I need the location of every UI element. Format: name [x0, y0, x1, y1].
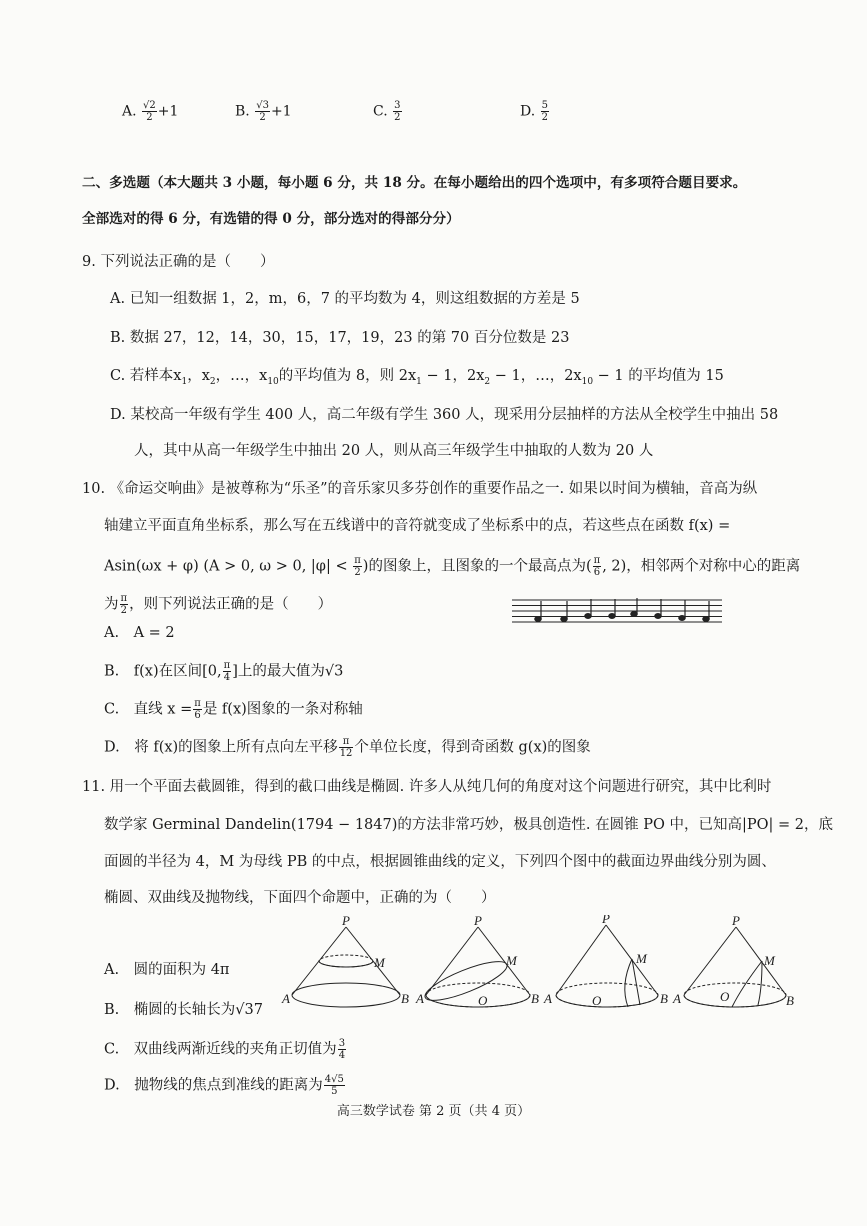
fraction — [324, 1074, 345, 1097]
fraction — [338, 1038, 346, 1061]
label-o: O — [720, 989, 730, 1004]
label-p: P — [602, 915, 610, 926]
text: 是 f(x)图象的一条对称轴 — [202, 701, 363, 718]
fraction — [393, 100, 401, 123]
text: C. 直线 x = — [104, 701, 193, 718]
label-b: B — [531, 991, 539, 1006]
text: − 1 的平均值为 15 — [593, 368, 724, 384]
option-letter: B. — [235, 103, 250, 120]
fraction-numerator: π — [354, 555, 361, 566]
fraction — [593, 555, 602, 578]
fraction-denominator: 2 — [146, 112, 153, 123]
text: Asin(ωx + φ) — [104, 558, 199, 575]
q11-stem-2: 数学家 Germinal Dandelin(1794 − 1847)的方法非常巧妙，极具创造性. 在圆锥 PO 中，已知高|PO| = 2，底 — [104, 817, 833, 833]
label-o: O — [478, 993, 488, 1008]
q11-option-c — [104, 1038, 347, 1061]
subscript: 2 — [209, 376, 216, 387]
label-b: B — [401, 991, 409, 1006]
label-p: P — [342, 915, 350, 928]
fraction-denominator: 2 — [120, 605, 127, 616]
q10-option-c — [104, 698, 363, 721]
text: ]上的最大值为√3 — [232, 663, 344, 680]
text: (A > 0, ω > 0, |φ| < — [203, 558, 348, 575]
q11-stem-3: 面圆的半径为 4，M 为母线 PB 的中点，根据圆锥曲线的定义，下列四个图中的截面边界曲线分别为圆、 — [104, 854, 776, 870]
text: 的平均值为 8，则 2x — [278, 368, 417, 384]
fraction-denominator: 4 — [223, 672, 231, 683]
label-p: P — [732, 915, 740, 928]
q9-option-d: D. 某校高一年级有学生 400 人，高二年级有学生 360 人，现采用分层抽样的方法从全校学生中抽出 58 — [110, 407, 779, 423]
q10-option-b — [104, 660, 343, 683]
label-a: A — [673, 991, 681, 1006]
q9-option-b: B. 数据 27，12，14，30，15，17，19，23 的第 70 百分位数是 23 — [110, 330, 570, 346]
q11-stem-1: 11. 用一个平面去截圆锥，得到的截口曲线是椭圆. 许多人从纯几何的角度对这个问题进行研究，其中比利时 — [82, 779, 772, 795]
fraction — [541, 100, 549, 123]
q11-option-d — [104, 1074, 346, 1097]
label-m: M — [374, 955, 385, 970]
option-letter: D. — [520, 103, 536, 120]
option-tail: +1 — [270, 103, 292, 120]
text: − 1，2x — [421, 368, 485, 384]
label-m: M — [636, 951, 647, 966]
fraction-denominator: 4 — [338, 1050, 346, 1061]
fraction-denominator: 6 — [194, 710, 201, 721]
q9-option-a: A. 已知一组数据 1，2，m，6，7 的平均数为 4，则这组数据的方差是 5 — [110, 291, 580, 307]
fraction-denominator: 2 — [541, 112, 549, 123]
option-letter: C. — [373, 103, 388, 120]
text: B. f(x)在区间[0, — [104, 663, 222, 680]
label-a: A — [282, 991, 290, 1006]
fraction — [120, 593, 129, 616]
text: D. 抛物线的焦点到准线的距离为 — [104, 1077, 323, 1094]
fraction-numerator: π — [223, 660, 231, 671]
text: , 2)，相邻两个对称中心的距离 — [602, 558, 801, 575]
text: ，x — [187, 368, 210, 384]
label-m: M — [764, 953, 775, 968]
q10-option-a: A. A = 2 — [104, 625, 175, 641]
fraction-numerator: π — [339, 736, 354, 748]
fraction-numerator: π — [194, 698, 201, 709]
option-tail: +1 — [157, 103, 179, 120]
fraction-denominator: 2 — [354, 567, 361, 578]
label-b: B — [786, 993, 794, 1008]
q8-option-d — [520, 100, 550, 123]
fraction-numerator: 4√5 — [324, 1074, 344, 1085]
text: 个单位长度，得到奇函数 g(x)的图象 — [354, 739, 591, 756]
section-heading-cont: 全部选对的得 6 分，有选错的得 0 分，部分选对的得部分分） — [82, 211, 460, 227]
fraction-numerator: π — [120, 593, 128, 604]
fraction-denominator: 6 — [593, 567, 601, 578]
cone-ellipse-section — [415, 915, 539, 1008]
subscript: 10 — [267, 376, 279, 387]
text: ，则下列说法正确的是（ ） — [129, 596, 333, 613]
q8-option-b — [235, 100, 292, 123]
fraction-numerator: 3 — [338, 1038, 346, 1049]
fraction-numerator: π — [593, 555, 601, 566]
label-o: O — [592, 993, 602, 1008]
text: ，…，x — [215, 368, 268, 384]
fraction-numerator: 5 — [541, 100, 549, 111]
text: C. 双曲线两渐近线的夹角正切值为 — [104, 1041, 337, 1058]
fraction — [255, 100, 270, 123]
q10-stem-4 — [104, 593, 332, 616]
q10-option-d — [104, 736, 591, 759]
cone-hyperbola-section — [543, 915, 668, 1008]
option-letter: A. — [122, 103, 137, 120]
q8-option-c — [373, 100, 403, 123]
label-a: A — [544, 991, 552, 1006]
q11-option-a: A. 圆的面积为 4π — [104, 962, 230, 978]
cone-circle-section — [281, 915, 409, 1007]
q10-stem-1: 10. 《命运交响曲》是被尊称为“乐圣”的音乐家贝多芬创作的重要作品之一. 如果以时间为横轴，音高为纵 — [82, 481, 758, 497]
music-staff-image — [512, 597, 722, 625]
fraction-numerator: √2 — [143, 100, 156, 111]
label-b: B — [660, 991, 668, 1006]
text: − 1，…，2x — [490, 368, 582, 384]
fraction-denominator: 2 — [259, 112, 266, 123]
fraction-numerator: 3 — [394, 100, 401, 111]
subscript: 1 — [181, 376, 188, 387]
fraction-numerator: √3 — [256, 100, 269, 111]
label-a: A — [416, 991, 424, 1006]
fraction-denominator: 5 — [331, 1086, 338, 1097]
text: )的图象上，且图象的一个最高点为( — [362, 558, 592, 575]
label-p: P — [474, 915, 482, 928]
label-m: M — [506, 953, 517, 968]
cone-parabola-section — [672, 915, 794, 1008]
subscript: 2 — [484, 376, 491, 387]
page-footer: 高三数学试卷 第 2 页（共 4 页） — [336, 1104, 531, 1119]
q9-stem: 9. 下列说法正确的是（ ） — [82, 254, 275, 270]
fraction — [193, 698, 202, 721]
text: 为 — [104, 596, 119, 613]
fraction — [142, 100, 157, 123]
q11-option-b: B. 椭圆的长轴长为√37 — [104, 1002, 263, 1018]
fraction-denominator: 12 — [339, 748, 353, 759]
fraction — [353, 555, 362, 578]
q10-stem-2: 轴建立平面直角坐标系，那么写在五线谱中的音符就变成了坐标系中的点，若这些点在函数 f(x) = — [104, 518, 731, 534]
cone-sections-figure — [280, 915, 805, 1040]
fraction — [339, 736, 354, 759]
q10-stem-3 — [104, 555, 800, 578]
fraction-denominator: 2 — [394, 112, 401, 123]
q9-option-d-cont: 人，其中从高一年级学生中抽出 20 人，则从高三年级学生中抽取的人数为 20 人 — [134, 443, 654, 459]
text: C. 若样本x — [110, 368, 182, 384]
fraction — [223, 660, 232, 683]
subscript: 1 — [416, 376, 422, 387]
q11-stem-4: 椭圆、双曲线及抛物线，下面四个命题中，正确的为（ ） — [104, 890, 496, 906]
section-heading: 二、多选题（本大题共 3 小题，每小题 6 分，共 18 分。在每小题给出的四个选项中，有多项符合题目要求。 — [82, 175, 747, 191]
q9-option-c — [110, 366, 724, 392]
text: D. 将 f(x)的图象上所有点向左平移 — [104, 739, 338, 756]
q8-option-a — [122, 100, 178, 123]
subscript: 10 — [581, 376, 594, 387]
